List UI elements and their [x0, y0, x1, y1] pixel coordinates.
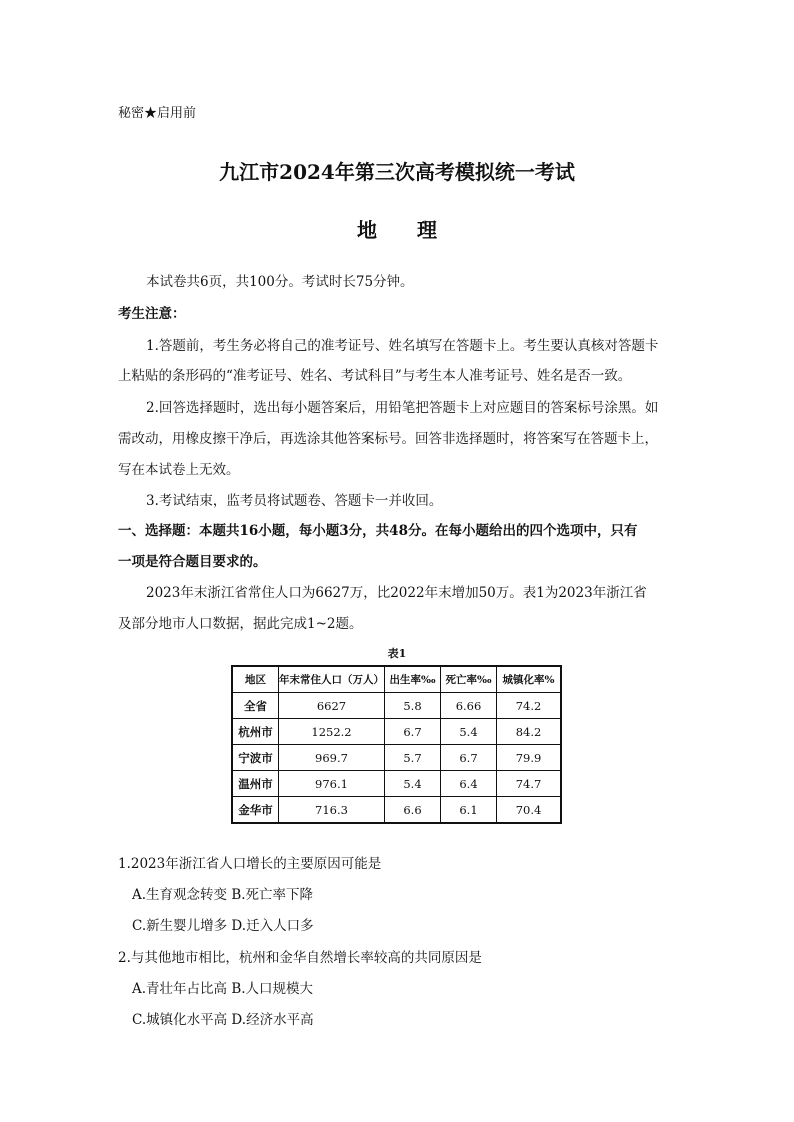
table-row: [232, 797, 561, 824]
table-cell: 5.4: [385, 771, 441, 797]
table-cell: 969.7: [279, 745, 385, 771]
table-cell-region: 金华市: [232, 797, 279, 824]
table-cell: 6627: [279, 693, 385, 719]
table-cell: 6.6: [385, 797, 441, 824]
table-cell: 5.4: [441, 719, 497, 745]
table-header-cell: 地区: [232, 666, 279, 693]
table-row: [232, 693, 561, 719]
table-row: [232, 719, 561, 745]
table-cell: 1252.2: [279, 719, 385, 745]
section-1-heading: 一、选择题：本题共16小题，每小题3分，共48分。在每小题给出的四个选项中，只有: [118, 523, 638, 539]
subject-title: 地理: [357, 218, 477, 242]
question-2-options-line-2: C.城镇化水平高 D.经济水平高: [132, 1012, 314, 1028]
notice-item-2-line-3: 写在本试卷上无效。: [118, 462, 240, 478]
table-header-cell: 城镇化率%: [497, 666, 562, 693]
notice-item-2-line-2: 需改动，用橡皮擦干净后，再选涂其他答案标号。回答非选择题时，将答案写在答题卡上，: [118, 431, 658, 447]
table-cell: 6.66: [441, 693, 497, 719]
exam-title: 九江市2024年第三次高考模拟统一考试: [219, 160, 575, 184]
intro-text: 本试卷共6页，共100分。考试时长75分钟。: [146, 274, 414, 290]
secret-mark: 秘密★启用前: [118, 106, 197, 121]
question-stem-line-2: 及部分地市人口数据，据此完成1~2题。: [118, 616, 363, 632]
table-cell: 6.7: [385, 719, 441, 745]
table-cell-region: 杭州市: [232, 719, 279, 745]
table-header-cell: 出生率‰: [385, 666, 441, 693]
table-cell: 6.1: [441, 797, 497, 824]
table-cell: 716.3: [279, 797, 385, 824]
notice-heading: 考生注意：: [118, 306, 186, 322]
table-row: [232, 745, 561, 771]
question-1-options-line-1: A.生育观念转变 B.死亡率下降: [132, 887, 314, 903]
table-cell-region: 温州市: [232, 771, 279, 797]
notice-item-1-line-1: 1.答题前，考生务必将自己的准考证号、姓名填写在答题卡上。考生要认真核对答题卡: [146, 338, 659, 354]
notice-item-3: 3.考试结束，监考员将试题卷、答题卡一并收回。: [146, 493, 443, 509]
table-cell: 79.9: [497, 745, 562, 771]
table-caption: 表1: [387, 647, 407, 660]
table-header-cell: 死亡率‰: [441, 666, 497, 693]
table-cell: 6.4: [441, 771, 497, 797]
table-cell: 976.1: [279, 771, 385, 797]
table-cell: 74.2: [497, 693, 562, 719]
table-cell: 5.8: [385, 693, 441, 719]
table-row: [232, 771, 561, 797]
table-cell: 84.2: [497, 719, 562, 745]
table-cell: 74.7: [497, 771, 562, 797]
notice-item-1-line-2: 上粘贴的条形码的“准考证号、姓名、考试科目”与考生本人准考证号、姓名是否一致。: [118, 368, 632, 384]
table-cell-region: 宁波市: [232, 745, 279, 771]
question-2-stem: 2.与其他地市相比，杭州和金华自然增长率较高的共同原因是: [118, 950, 482, 966]
table-cell: 5.7: [385, 745, 441, 771]
question-2-options-line-1: A.青壮年占比高 B.人口规模大: [132, 981, 314, 997]
question-stem-line-1: 2023年末浙江省常住人口为6627万，比2022年末增加50万。表1为2023年浙江省: [146, 585, 647, 601]
notice-item-2-line-1: 2.回答选择题时，选出每小题答案后，用铅笔把答题卡上对应题目的答案标号涂黑。如: [146, 400, 659, 416]
population-table: [231, 665, 562, 824]
table-header-row: [232, 666, 561, 693]
table-cell-region: 全省: [232, 693, 279, 719]
question-1-options-line-2: C.新生婴儿增多 D.迁入人口多: [132, 918, 314, 934]
table-header-cell: 年末常住人口（万人）: [279, 666, 385, 693]
table-cell: 70.4: [497, 797, 562, 824]
table-cell: 6.7: [441, 745, 497, 771]
question-1-stem: 1.2023年浙江省人口增长的主要原因可能是: [118, 856, 382, 872]
section-1-heading-line-2: 一项是符合题目要求的。: [118, 554, 267, 570]
